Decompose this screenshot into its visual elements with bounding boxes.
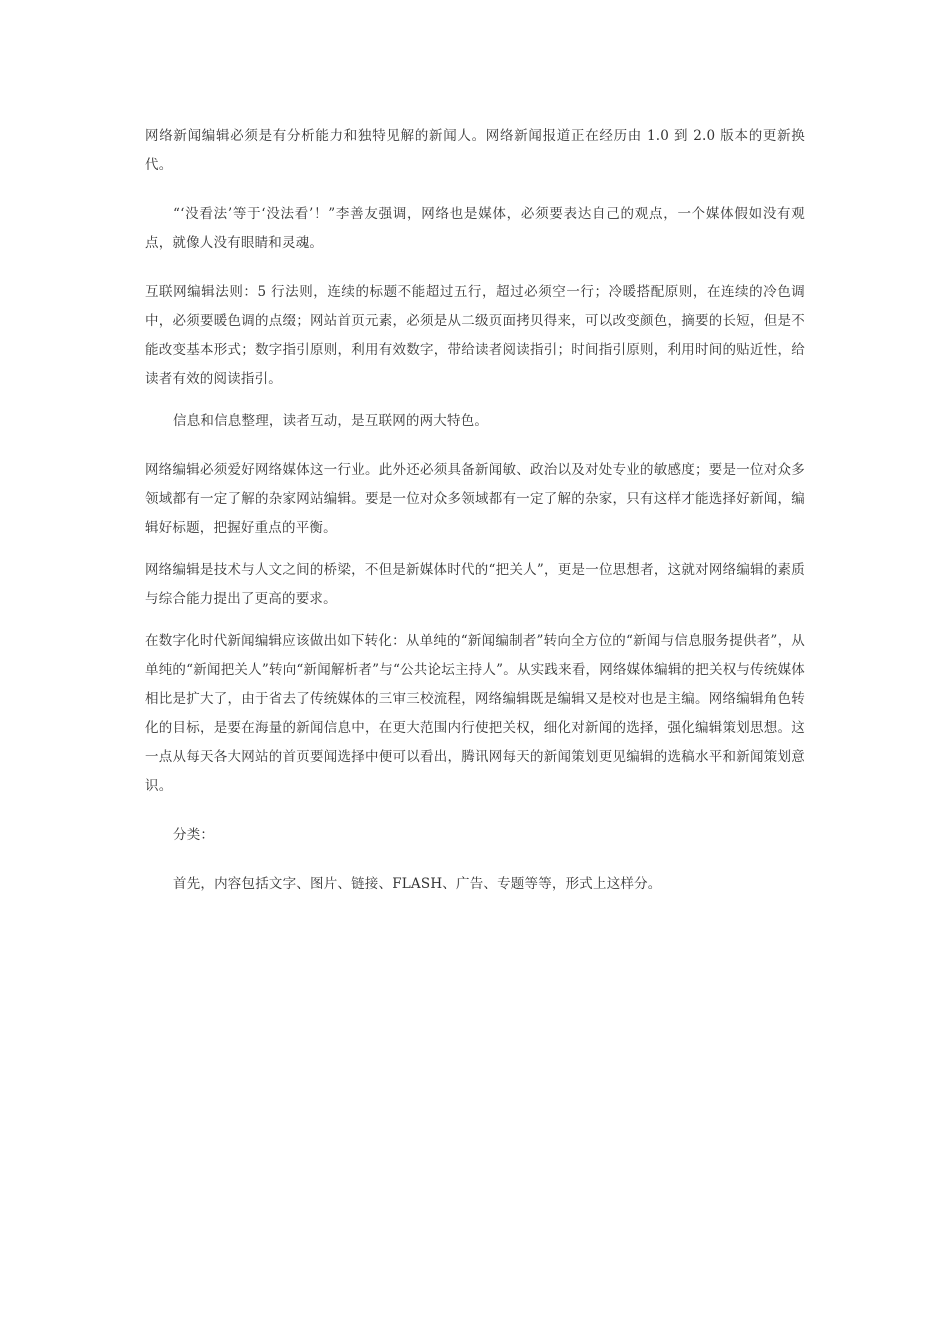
document-body xyxy=(145,122,805,912)
paragraph-classification-heading: 分类： xyxy=(173,827,215,843)
paragraph-editing-rules: 互联网编辑法则：5 行法则，连续的标题不能超过五行，超过必须空一行；冷暖搭配原则，在连续的冷色调中，必须要暖色调的点缀；网站首页元素，必须是从二级页面拷贝得来，可以改变颜色，摘要的长短，但是不能改变基本形式；数字指引原则，利用有效数字，带给读者阅读指引；时间指引原则，利用时间的贴近性，给读者有效的阅读指引。 xyxy=(145,284,805,387)
paragraph-editor-requirements: 网络编辑必须爱好网络媒体这一行业。此外还必须具备新闻敏、政治以及对处专业的敏感度；要是一位对众多领域都有一定了解的杂家网站编辑。要是一位对众多领域都有一定了解的杂家，只有这样才能选择好新闻，编辑好标题，把握好重点的平衡。 xyxy=(145,462,805,536)
paragraph-content-types: 首先，内容包括文字、图片、链接、FLASH、广告、专题等等，形式上这样分。 xyxy=(173,876,662,892)
paragraph-digital-transformation: 在数字化时代新闻编辑应该做出如下转化：从单纯的“新闻编制者”转向全方位的“新闻与信息服务提供者”，从单纯的“新闻把关人”转向“新闻解析者”与“公共论坛主持人”。从实践来看，网络媒体编辑的把关权与传统媒体相比是扩大了，由于省去了传统媒体的三审三校流程，网络编辑既是编辑又是校对也是主编。网络编辑角色转化的目标，是要在海量的新闻信息中，在更大范围内行使把关权，细化对新闻的选择，强化编辑策划思想。这一点从每天各大网站的首页要闻选择中便可以看出，腾讯网每天的新闻策划更见编辑的选稿水平和新闻策划意识。 xyxy=(145,633,805,794)
paragraph-quote-viewpoint: “‘没看法’等于‘没法看’！”李善友强调，网络也是媒体，必须要表达自己的观点，一个媒体假如没有观点，就像人没有眼睛和灵魂。 xyxy=(145,206,805,251)
paragraph-editor-bridge: 网络编辑是技术与人文之间的桥梁，不但是新媒体时代的“把关人”，更是一位思想者，这就对网络编辑的素质与综合能力提出了更高的要求。 xyxy=(145,562,805,607)
paragraph-internet-features: 信息和信息整理，读者互动，是互联网的两大特色。 xyxy=(173,413,489,429)
paragraph-editor-analysis: 网络新闻编辑必须是有分析能力和独特见解的新闻人。网络新闻报道正在经历由 1.0 到 2.0 版本的更新换代。 xyxy=(145,128,805,173)
